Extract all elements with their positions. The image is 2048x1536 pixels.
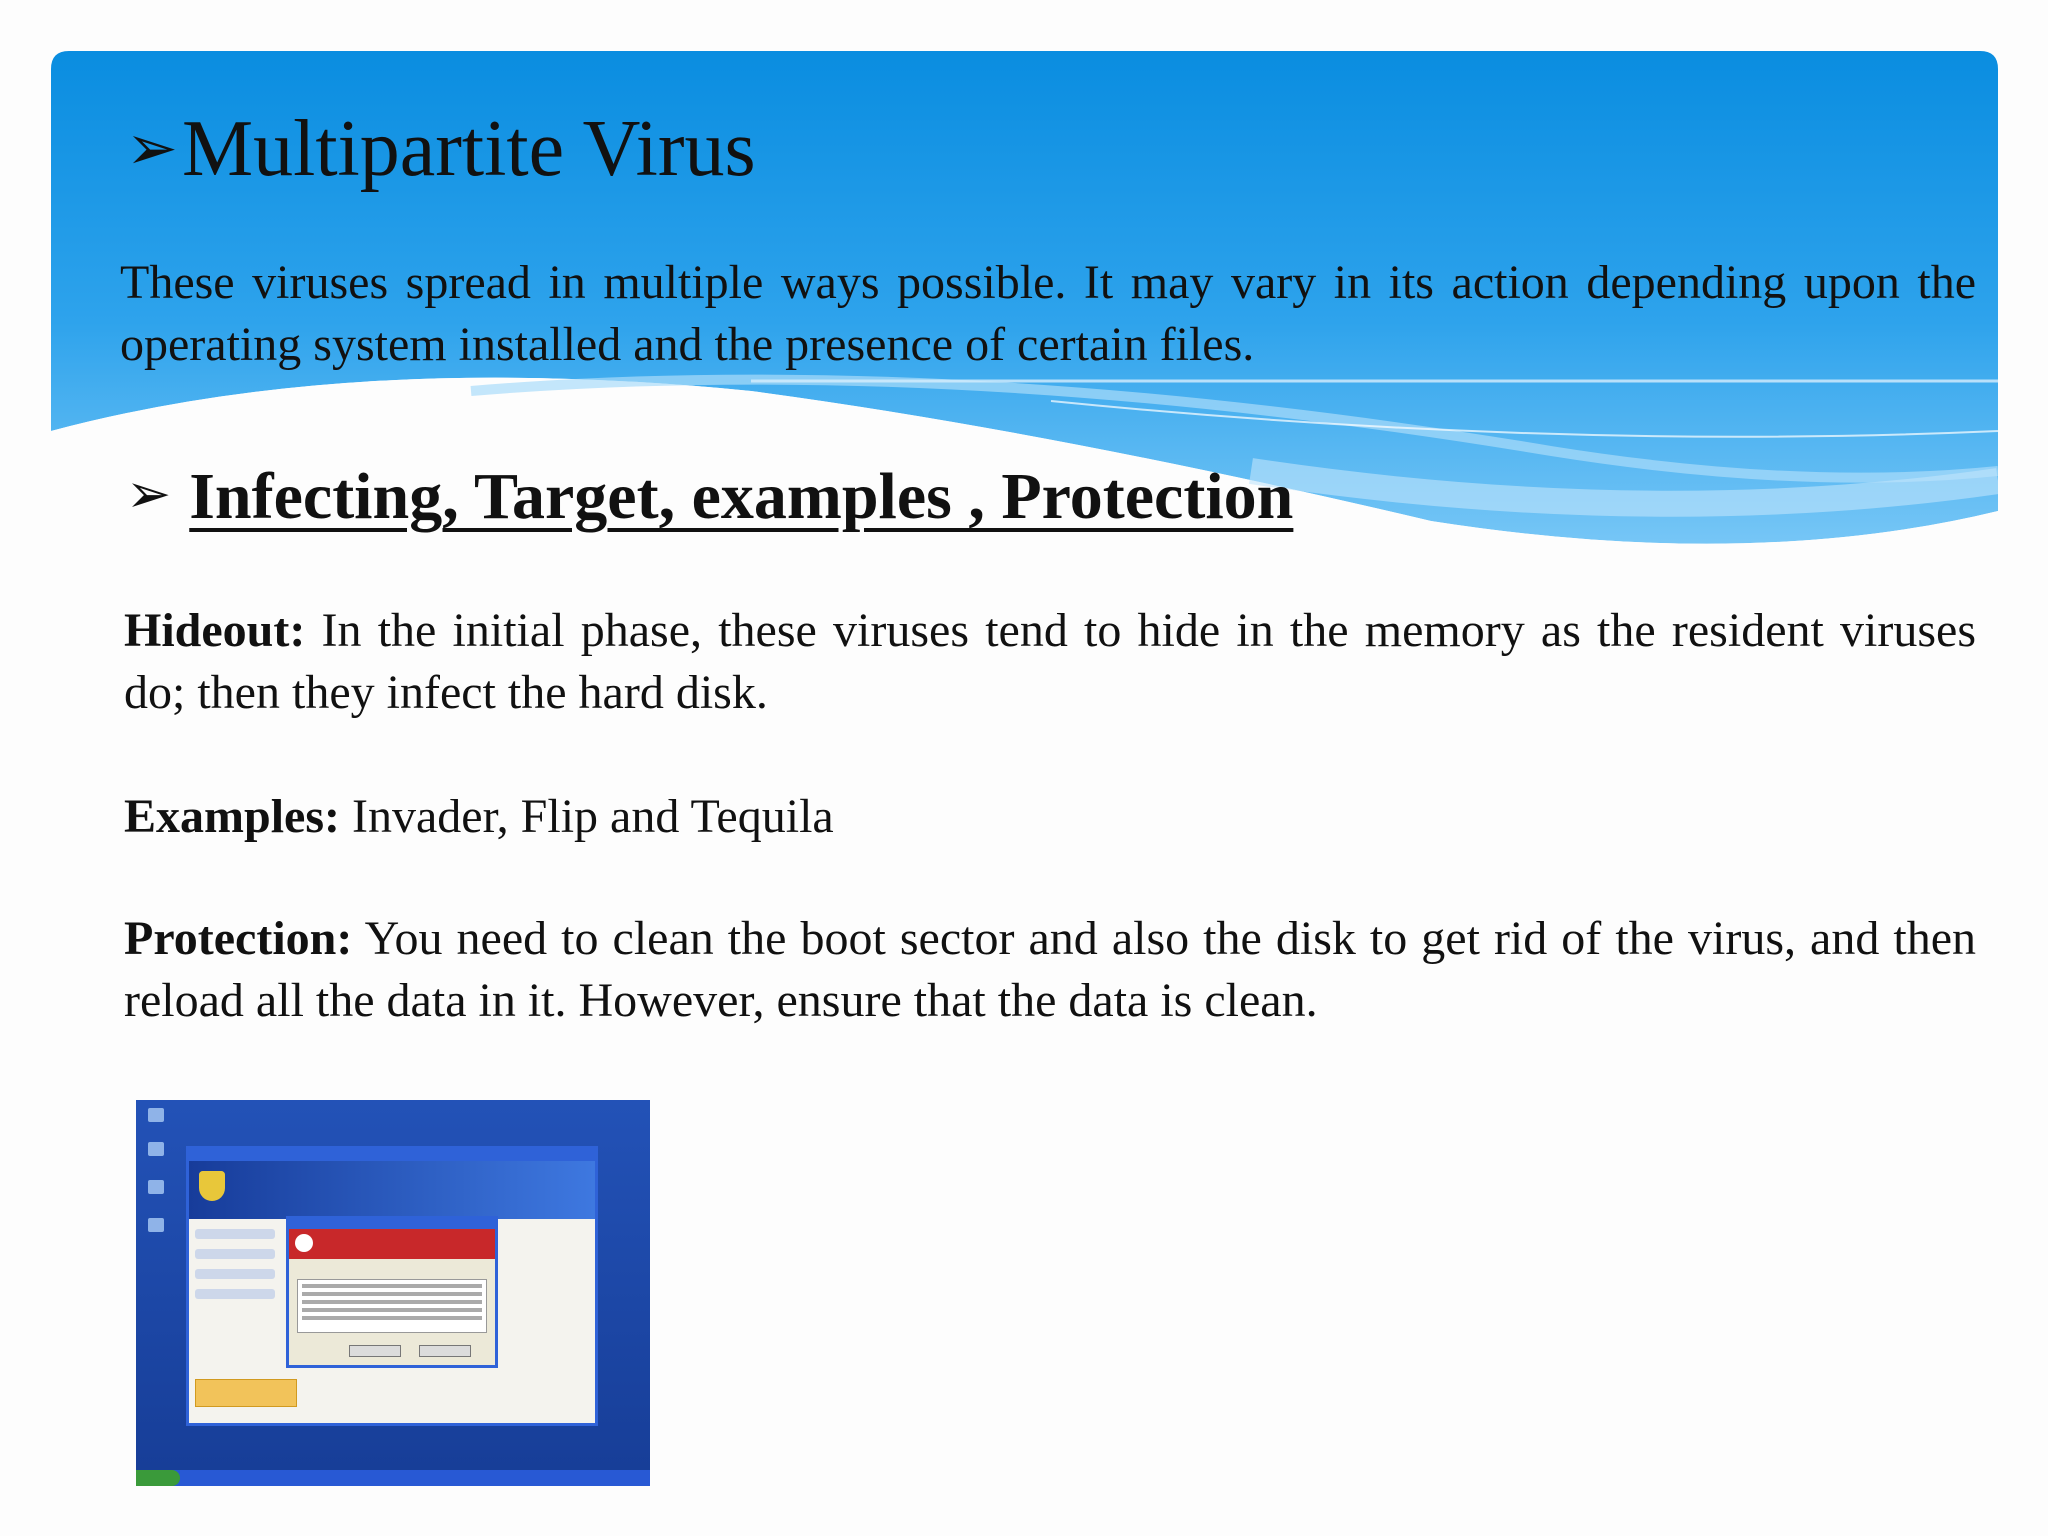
dialog-button [349,1345,401,1357]
taskbar [136,1470,650,1486]
arrow-bullet-icon: ➢ [126,462,172,525]
start-button [136,1470,180,1486]
examples-paragraph [124,786,1976,848]
protection-text: You need to clean the boot sector and also the disk to get rid of the virus, and then reload all the data in it. However, ensure that the data is clean. [124,912,1977,1027]
examples-text: Invader, Flip and Tequila [352,790,834,843]
hideout-label: Hideout: [124,604,306,657]
window-titlebar [189,1149,595,1161]
protection-label: Protection: [124,912,353,965]
dialog-button [419,1345,471,1357]
dialog-titlebar [289,1219,495,1229]
fake-antivirus-screenshot [136,1100,650,1486]
examples-label: Examples: [124,790,340,843]
error-icon [295,1234,313,1252]
protection-paragraph [124,908,1976,1032]
promo-banner [195,1379,297,1407]
desktop-icon [148,1142,164,1156]
intro-paragraph: These viruses spread in multiple ways possible. It may vary in its action depending upon the operating system installed and the presence of certain files. [120,256,1976,371]
shield-icon [199,1171,225,1201]
desktop-icon [148,1218,164,1232]
slide-title-text: Multipartite Virus [181,105,756,193]
warning-dialog [286,1216,498,1368]
slide-title [126,100,756,197]
arrow-bullet-icon: ➢ [126,111,178,184]
section-heading [126,454,1293,537]
section-heading-text: Infecting, Target, examples , Protection [189,460,1294,533]
alert-strip [289,1229,495,1259]
hideout-text: In the initial phase, these viruses tend to hide in the memory as the resident viruses do; then they infect the hard disk. [124,604,1977,719]
desktop-icon [148,1180,164,1194]
hideout-paragraph [124,600,1976,724]
window-sidebar [195,1229,275,1349]
window-header [189,1161,595,1219]
desktop-icon [148,1108,164,1122]
threat-list [297,1279,487,1333]
